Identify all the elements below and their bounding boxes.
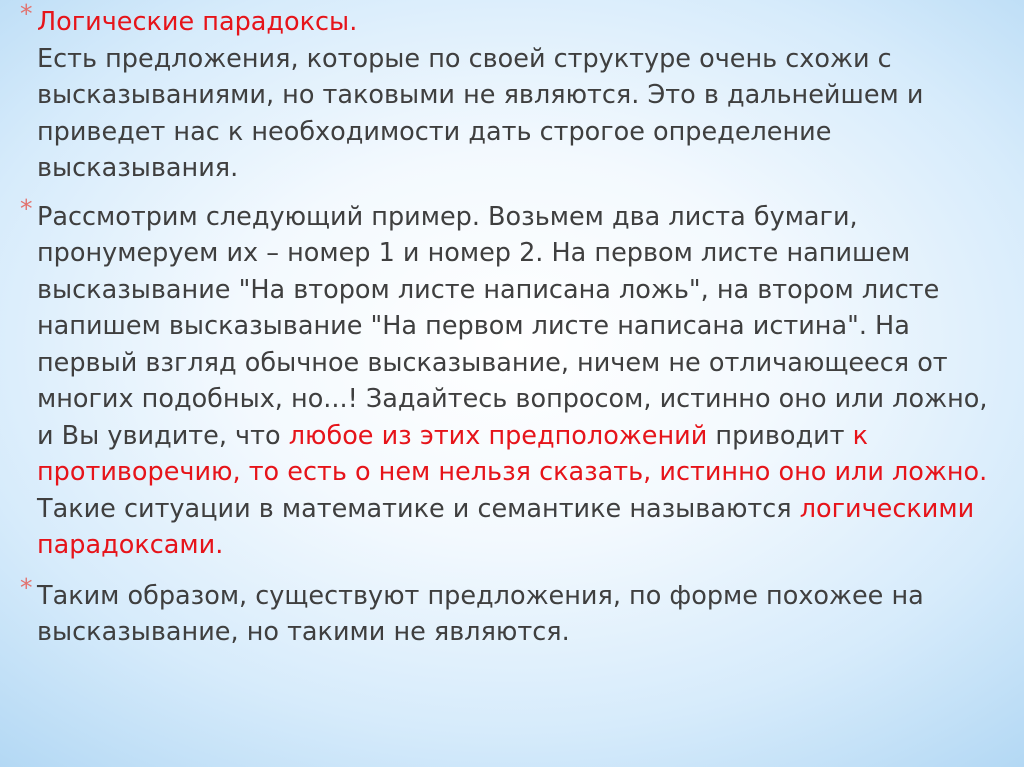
bullet-text: Рассмотрим следующий пример. Возьмем два листа бумаги, пронумеруем их – номер 1 и номер 2. На первом листе напишем высказывание "На втором листе написана ложь", на втором листе напишем высказывание "На первом листе написана истина". На первый взгляд обычное высказывание, ничем не отличающееся от многих подобных, но...! Задайтесь вопросом, истинно оно или ложно, и Вы увидите, что [37,201,988,451]
bullet-example [20,193,1012,564]
bullet-text: Есть предложения, которые по своей структуре очень схожи с высказываниями, но таковыми не являются. Это в дальнейшем и приведет нас к необходимости дать строгое определение высказывания. [37,43,924,183]
bullet-logical-paradoxes [20,0,1012,187]
bullet-text: Такие ситуации в математике и семантике называются [37,493,792,524]
slide-content [20,0,1012,759]
bullet-marker-icon: * [20,572,33,602]
bullet-marker-icon: * [20,0,33,28]
highlight-text: логическими парадоксами. [37,493,975,560]
bullet-text: приводит [715,420,845,451]
bullet-marker-icon: * [20,193,33,223]
bullet-conclusion [20,572,1012,651]
bullet-heading: Логические парадоксы. [37,7,358,37]
highlight-text: любое из этих предположений [288,420,708,451]
highlight-text: к противоречию, то есть о нем нельзя сказать, истинно оно или ложно. [37,420,988,487]
bullet-text: Таким образом, существуют предложения, по форме похожее на высказывание, но такими не являются. [37,580,924,647]
